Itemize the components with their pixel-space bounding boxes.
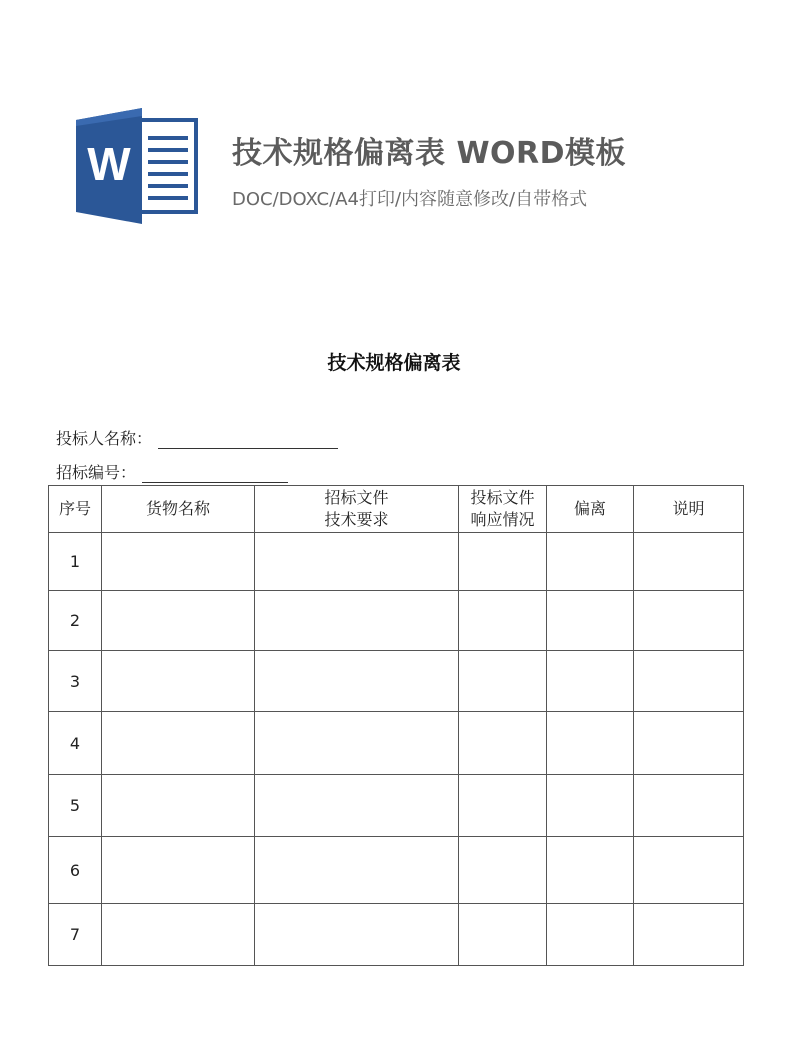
table-row: [49, 651, 744, 712]
banner-title: 技术规格偏离表 WORD模板: [232, 136, 627, 171]
header-remarks: 说明: [634, 486, 744, 533]
cell-tender-requirements[interactable]: [255, 591, 459, 651]
template-banner: [0, 0, 800, 290]
row-serial-no: 3: [49, 651, 102, 712]
cell-goods-name[interactable]: [102, 904, 255, 966]
header-goods-name: 货物名称: [102, 486, 255, 533]
table-row: [49, 837, 744, 904]
cell-tender-requirements[interactable]: [255, 837, 459, 904]
cell-deviation[interactable]: [547, 775, 634, 837]
deviation-table: [48, 485, 744, 966]
row-serial-no: 7: [49, 904, 102, 966]
cell-deviation[interactable]: [547, 533, 634, 591]
bidder-name-label: 投标人名称：: [56, 429, 153, 448]
cell-tender-requirements[interactable]: [255, 775, 459, 837]
cell-tender-requirements[interactable]: [255, 651, 459, 712]
cell-remarks[interactable]: [634, 837, 744, 904]
cell-bid-response[interactable]: [459, 712, 547, 775]
cell-tender-requirements[interactable]: [255, 712, 459, 775]
bidder-name-blank[interactable]: [158, 430, 338, 449]
cell-bid-response[interactable]: [459, 651, 547, 712]
tender-number-label: 招标编号：: [56, 463, 137, 482]
header-tender-requirements: [255, 486, 459, 533]
tender-number-field: [56, 460, 288, 483]
cell-goods-name[interactable]: [102, 775, 255, 837]
cell-bid-response[interactable]: [459, 591, 547, 651]
cell-goods-name[interactable]: [102, 712, 255, 775]
word-logo-letter: W: [87, 138, 131, 190]
row-serial-no: 5: [49, 775, 102, 837]
cell-deviation[interactable]: [547, 651, 634, 712]
cell-goods-name[interactable]: [102, 591, 255, 651]
cell-remarks[interactable]: [634, 904, 744, 966]
cell-bid-response[interactable]: [459, 775, 547, 837]
table-row: [49, 775, 744, 837]
cell-tender-requirements[interactable]: [255, 904, 459, 966]
table-row: [49, 591, 744, 651]
tender-number-blank[interactable]: [142, 464, 288, 483]
cell-tender-requirements[interactable]: [255, 533, 459, 591]
document-title: 技术规格偏离表: [327, 352, 461, 374]
cell-deviation[interactable]: [547, 591, 634, 651]
header-serial-no: 序号: [49, 486, 102, 533]
cell-remarks[interactable]: [634, 775, 744, 837]
cell-goods-name[interactable]: [102, 651, 255, 712]
banner-subtitle: DOC/DOXC/A4打印/内容随意修改/自带格式: [232, 189, 588, 210]
bidder-name-field: [56, 426, 338, 449]
header-bid-response-line1: 投标文件: [470, 488, 535, 507]
row-serial-no: 1: [49, 533, 102, 591]
cell-bid-response[interactable]: [459, 533, 547, 591]
cell-goods-name[interactable]: [102, 533, 255, 591]
cell-bid-response[interactable]: [459, 904, 547, 966]
cell-deviation[interactable]: [547, 904, 634, 966]
row-serial-no: 4: [49, 712, 102, 775]
table-row: [49, 904, 744, 966]
cell-remarks[interactable]: [634, 591, 744, 651]
table-header-row: [49, 486, 744, 533]
cell-deviation[interactable]: [547, 837, 634, 904]
cell-goods-name[interactable]: [102, 837, 255, 904]
header-bid-response-line2: 响应情况: [470, 510, 535, 529]
cell-deviation[interactable]: [547, 712, 634, 775]
cell-remarks[interactable]: [634, 651, 744, 712]
cell-bid-response[interactable]: [459, 837, 547, 904]
header-tender-requirements-line1: 招标文件: [324, 488, 389, 507]
header-deviation: 偏离: [547, 486, 634, 533]
row-serial-no: 2: [49, 591, 102, 651]
header-tender-requirements-line2: 技术要求: [324, 510, 389, 529]
table-row: [49, 533, 744, 591]
word-document-icon: [76, 108, 198, 224]
table-row: [49, 712, 744, 775]
cell-remarks[interactable]: [634, 533, 744, 591]
header-bid-response: [459, 486, 547, 533]
cell-remarks[interactable]: [634, 712, 744, 775]
row-serial-no: 6: [49, 837, 102, 904]
